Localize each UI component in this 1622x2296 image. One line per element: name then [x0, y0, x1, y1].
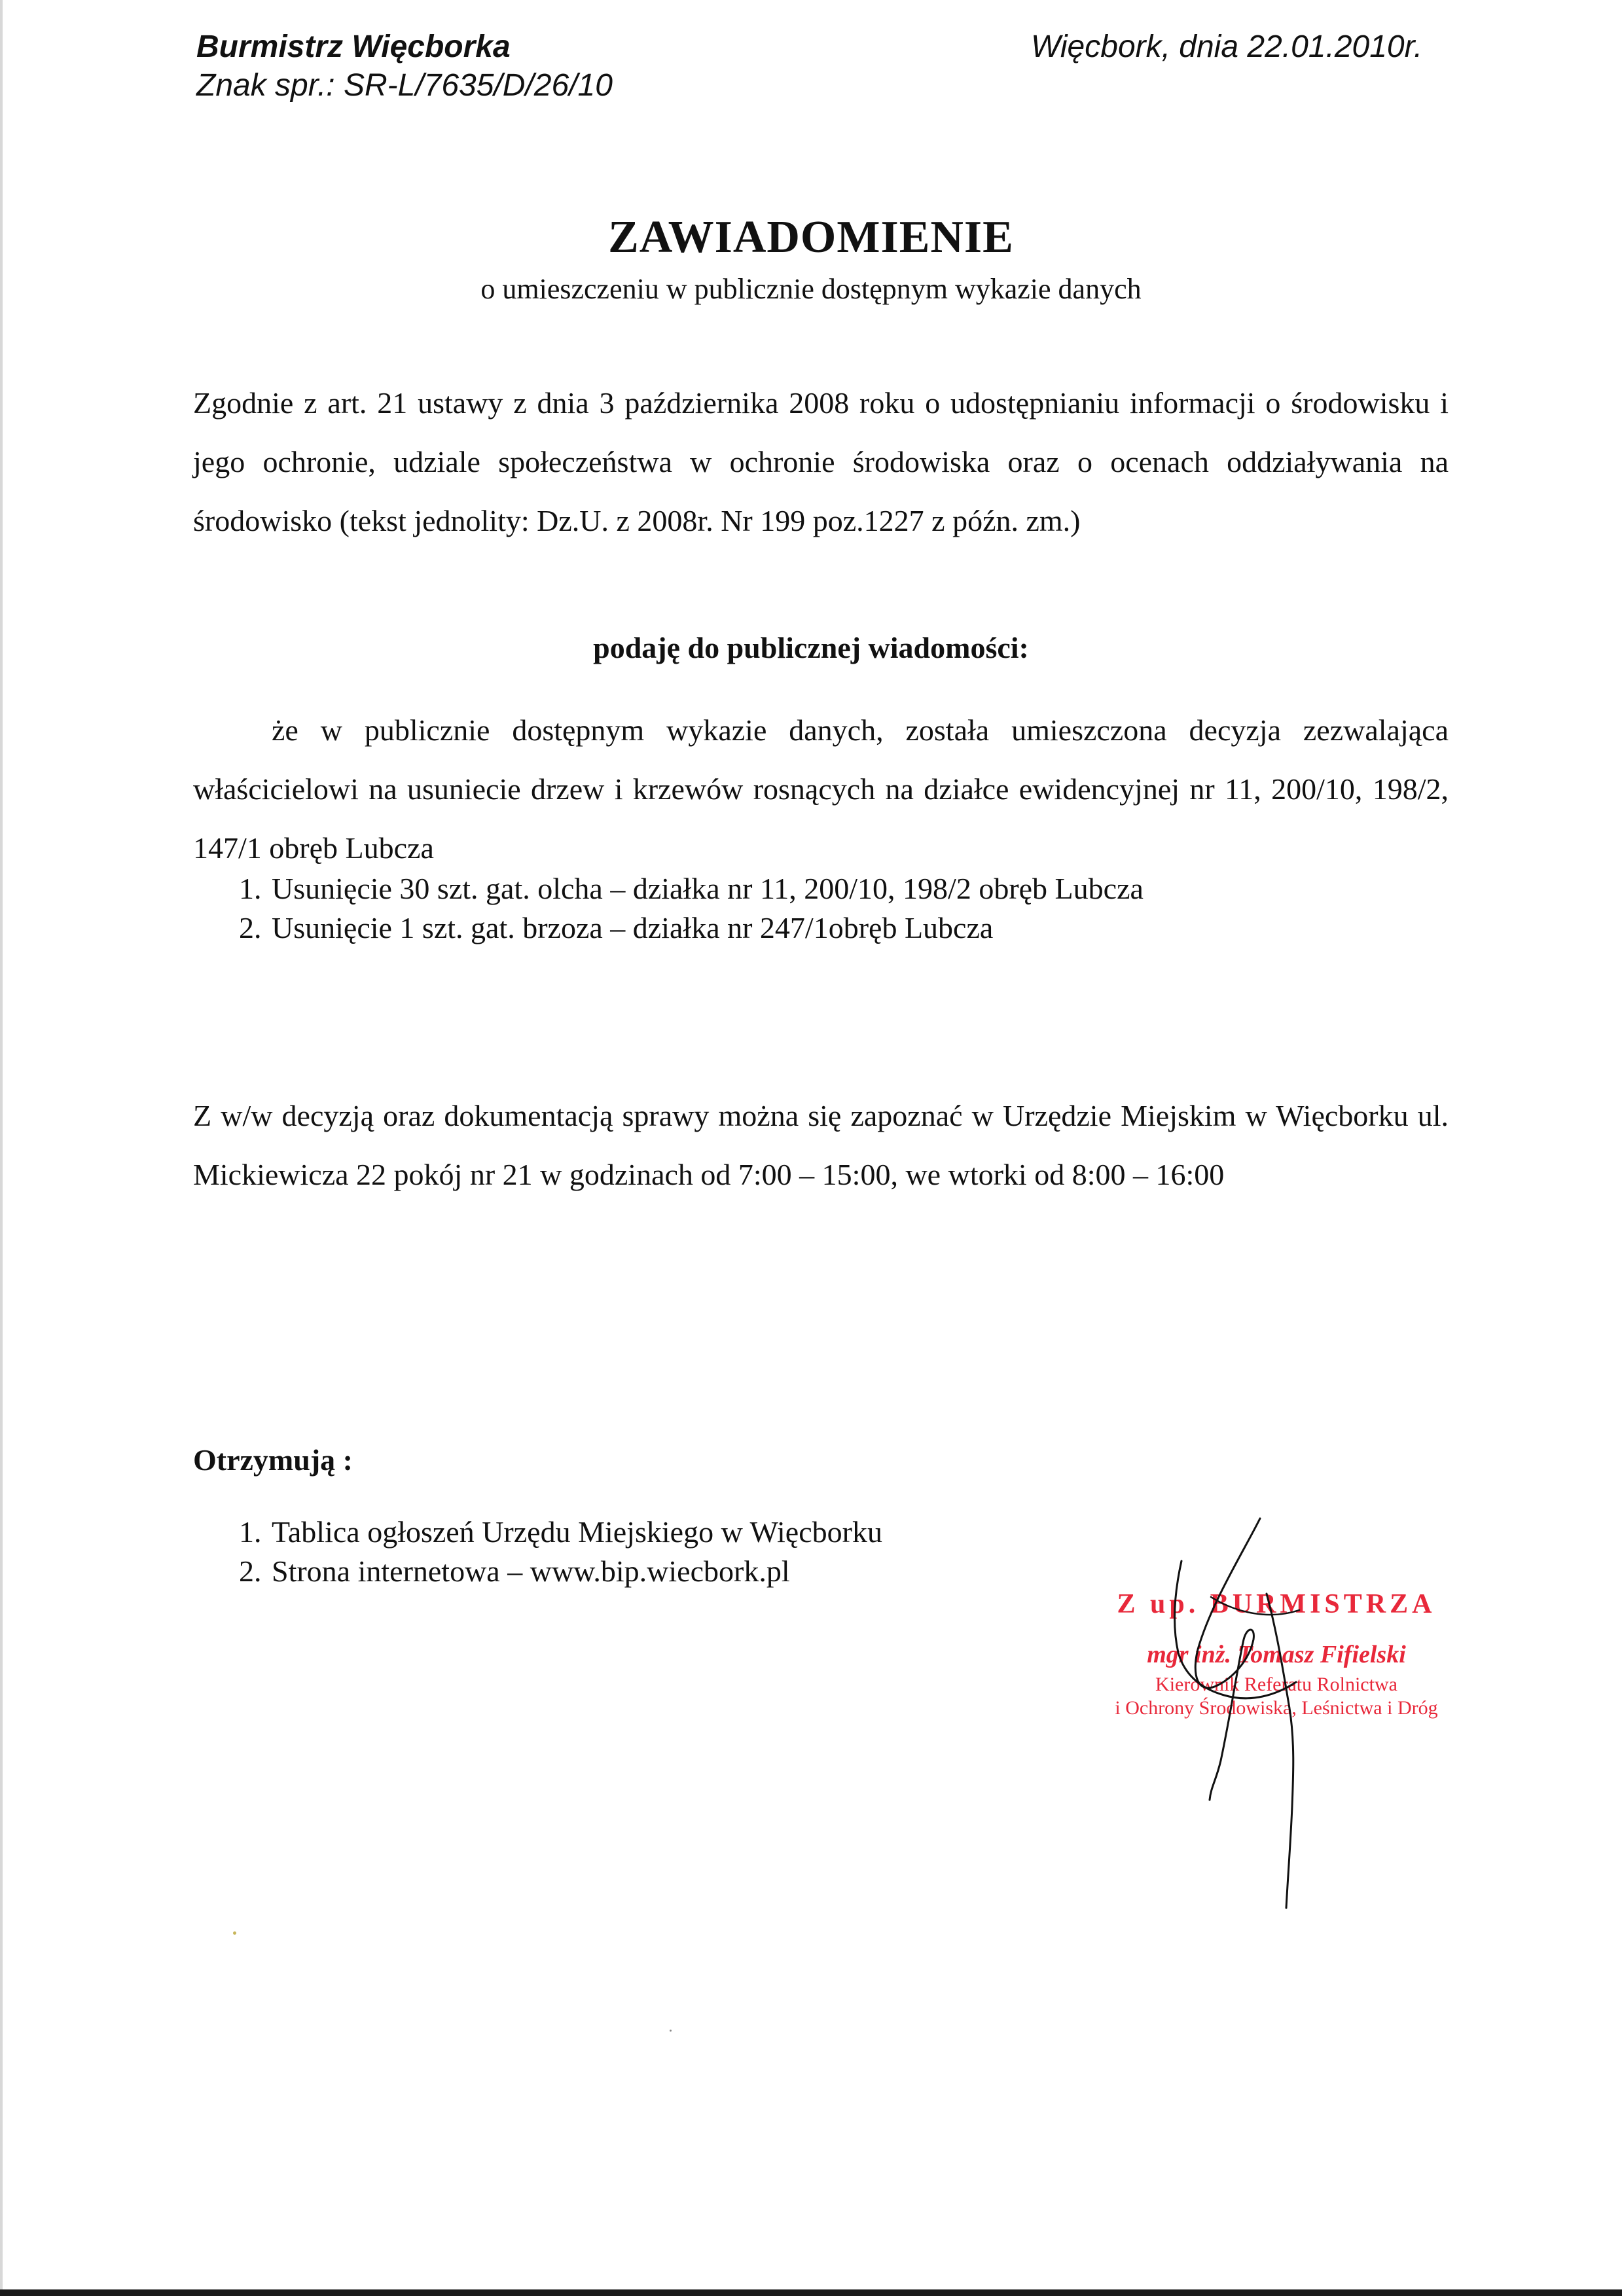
scan-speck	[670, 2030, 672, 2032]
decision-list-item	[239, 869, 1144, 908]
document-subtitle: o umieszczeniu w publicznie dostępnym wykazie danych	[480, 273, 1142, 305]
recipient-item	[239, 1552, 882, 1591]
stamp-signatory: mgr inż. Tomasz Fifielski	[1147, 1641, 1406, 1668]
list-text: Usunięcie 30 szt. gat. olcha – działka nr 11, 200/10, 198/2 obręb Lubcza	[272, 872, 1144, 905]
list-number: 1.	[239, 1515, 262, 1549]
recipients-list	[239, 1513, 882, 1591]
list-text: Strona internetowa – www.bip.wiecbork.pl	[272, 1554, 790, 1588]
list-number: 2.	[239, 911, 262, 944]
decision-list	[239, 869, 1144, 948]
list-text: Usunięcie 1 szt. gat. brzoza – działka nr 247/1obręb Lubcza	[272, 911, 994, 944]
document-title: ZAWIADOMIENIE	[608, 212, 1014, 262]
scan-edge-bottom	[0, 2289, 1622, 2296]
list-number: 2.	[239, 1554, 262, 1588]
date-place: Więcbork, dnia 22.01.2010r.	[1031, 29, 1423, 64]
issuer-name: Burmistrz Więcborka	[196, 29, 511, 64]
scan-edge-left	[0, 0, 3, 2296]
stamp-authority: Z up. BURMISTRZA	[1117, 1589, 1436, 1619]
decision-list-item	[239, 908, 1144, 948]
decision-paragraph: że w publicznie dostępnym wykazie danych, została umieszczona decyzja zezwalająca właścicielowi na usuniecie drzew i krzewów rosnących na działce ewidencyjnej nr 11, 200/10, 198/2, 147/1 obręb Lubcza	[193, 713, 1449, 865]
case-reference: Znak spr.: SR-L/7635/D/26/10	[196, 68, 613, 103]
announcement-heading: podaję do publicznej wiadomości:	[593, 631, 1029, 664]
recipient-item	[239, 1513, 882, 1552]
scan-speck	[233, 1931, 236, 1935]
info-paragraph: Z w/w decyzją oraz dokumentacją sprawy można się zapoznać w Urzędzie Miejskim w Więcborku ul. Mickiewicza 22 pokój nr 21 w godzinach od 7:00 – 15:00, we wtorki od 8:00 – 16:00	[193, 1099, 1449, 1191]
legal-basis-paragraph: Zgodnie z art. 21 ustawy z dnia 3 października 2008 roku o udostępnianiu informacji o środowisku i jego ochronie, udziale społeczeństwa w ochronie środowiska oraz o ocenach oddziaływania na środowisko (tekst jednolity: Dz.U. z 2008r. Nr 199 poz.1227 z późn. zm.)	[193, 386, 1449, 537]
stamp-department: i Ochrony Środowiska, Leśnictwa i Dróg	[1115, 1697, 1438, 1719]
list-text: Tablica ogłoszeń Urzędu Miejskiego w Więcborku	[272, 1515, 882, 1549]
recipients-label: Otrzymują :	[193, 1443, 353, 1477]
handwritten-signature	[1139, 1499, 1479, 1918]
stamp-position: Kierownik Referatu Rolnictwa	[1155, 1674, 1397, 1695]
list-number: 1.	[239, 872, 262, 905]
